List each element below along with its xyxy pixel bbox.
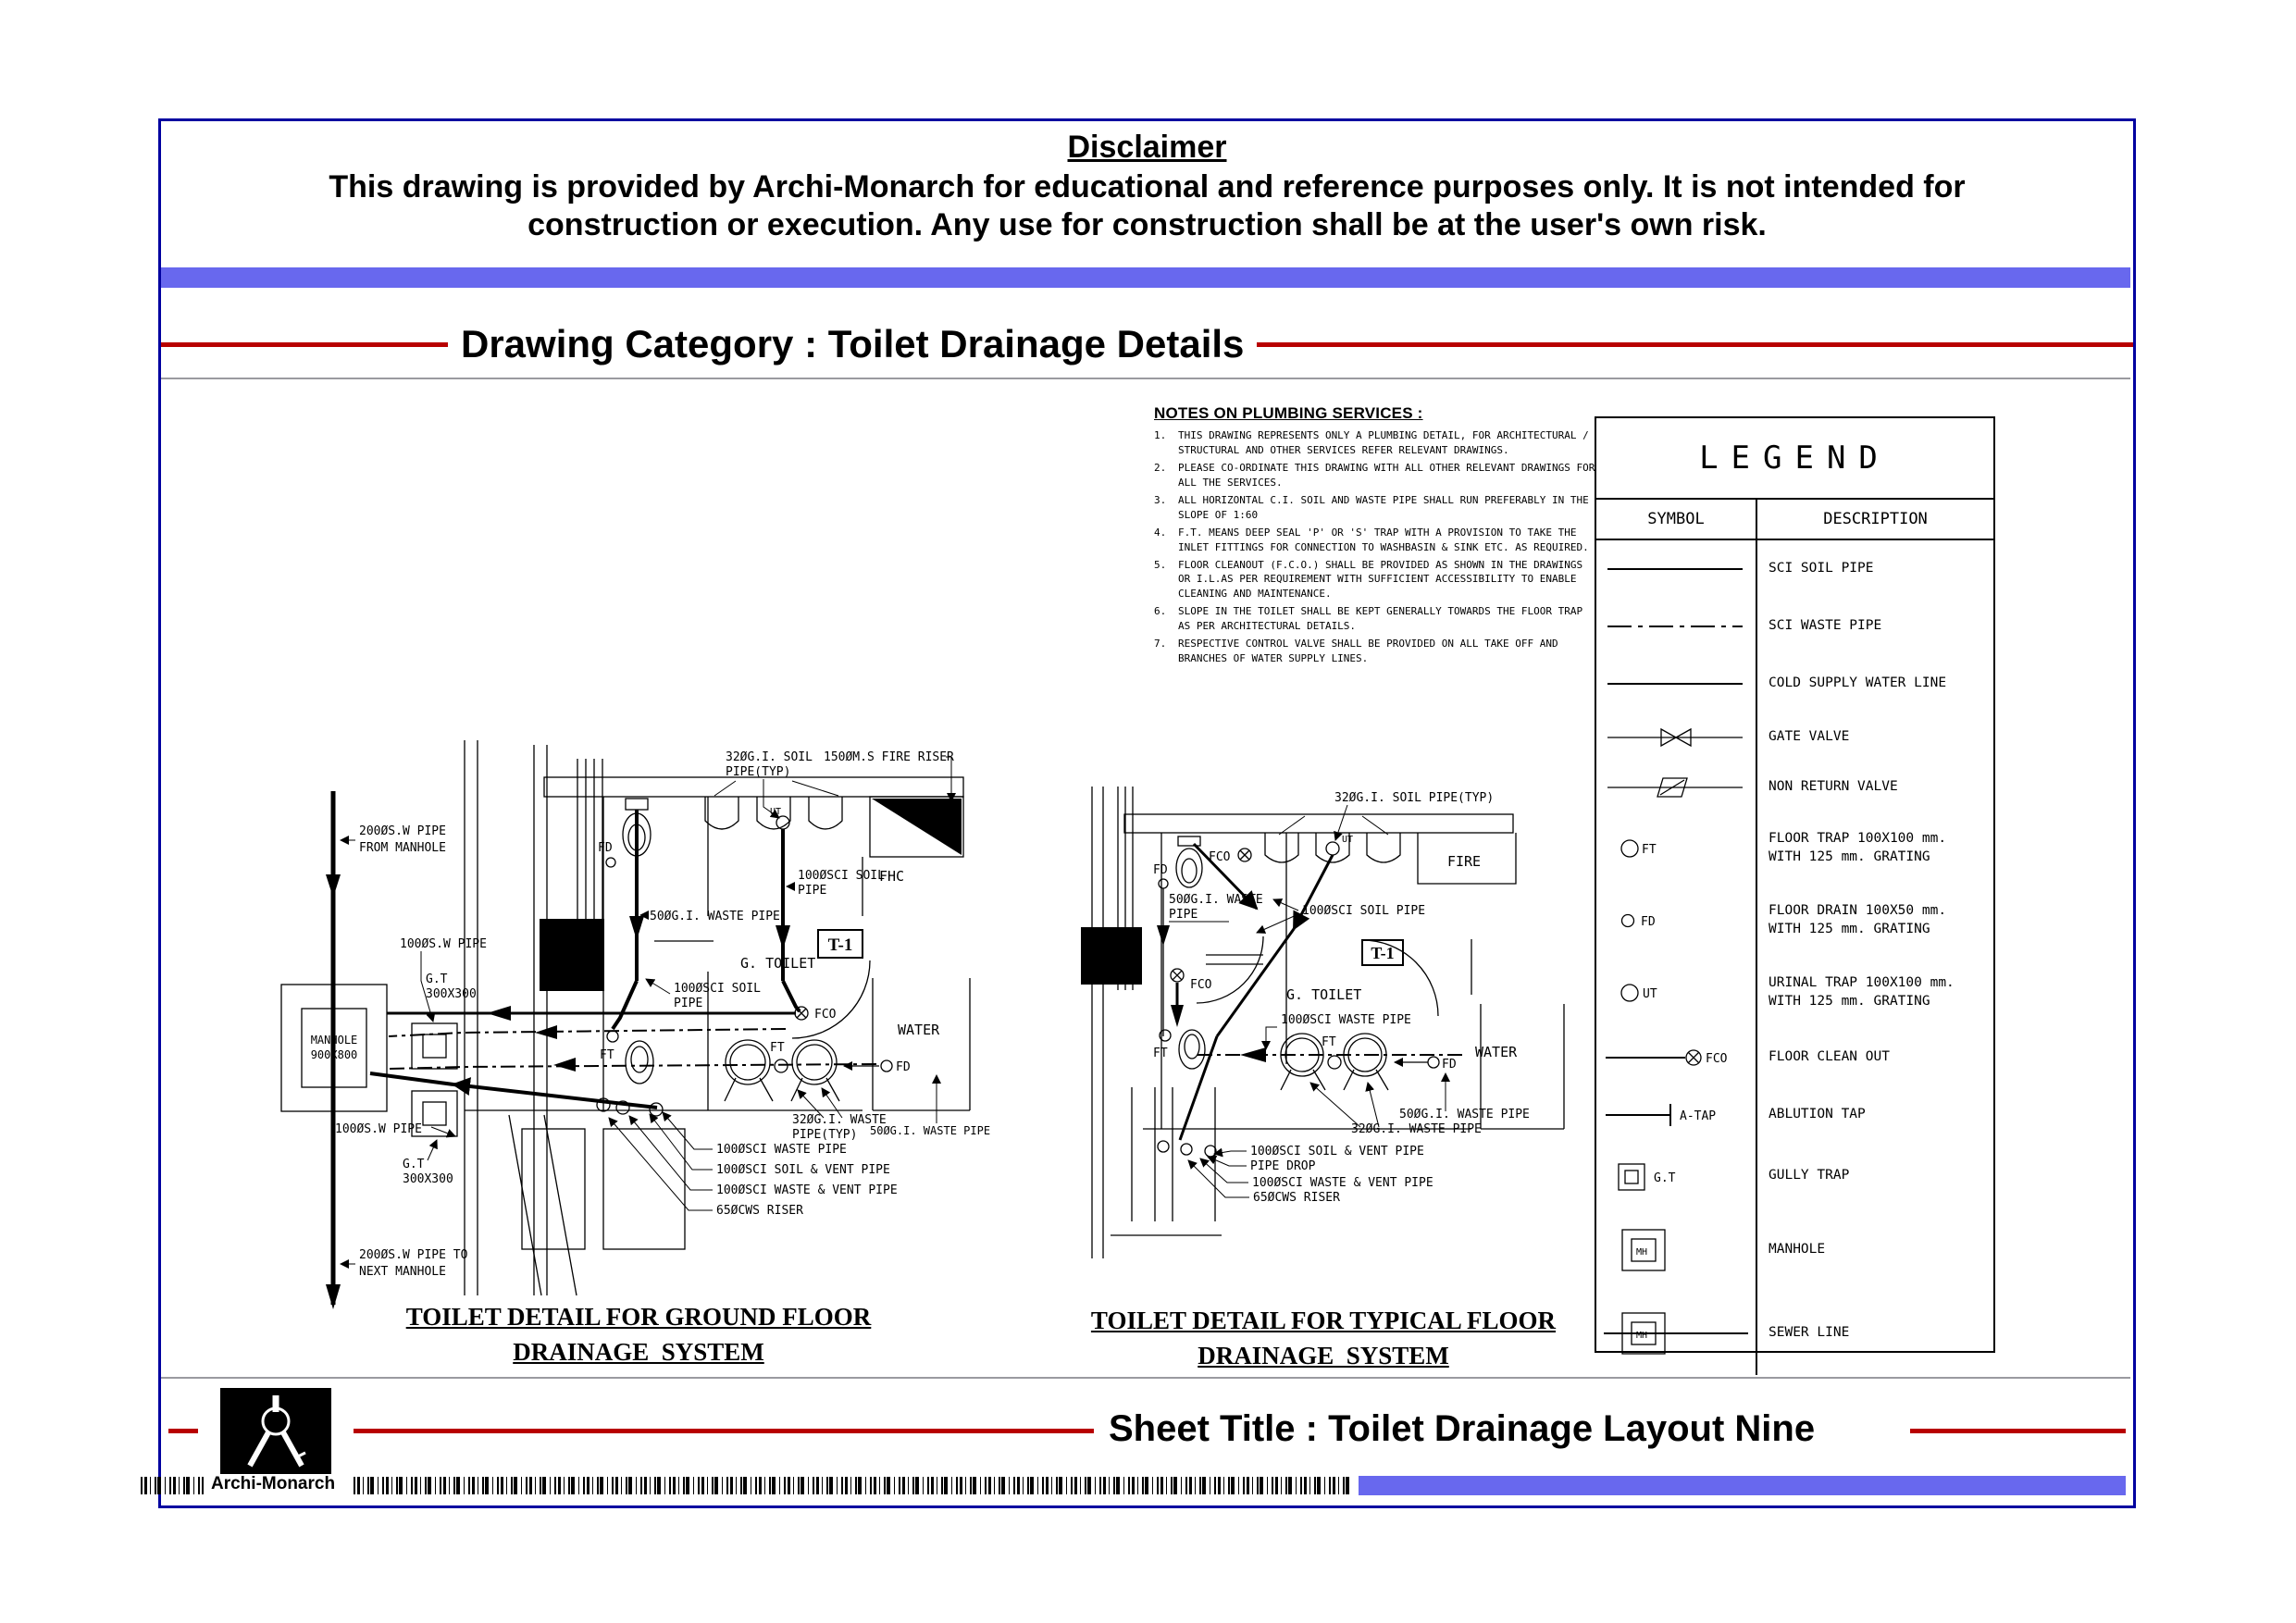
gully-trap-icon [1602,1155,1750,1197]
label-waste50: 50ØG.I. WASTE [1169,893,1263,907]
typical-floor-title-2: DRAINAGE SYSTEM [1198,1342,1449,1369]
label-soil32-2: PIPE(TYP) [726,765,791,779]
label-soil32: 32ØG.I. SOIL [726,750,813,764]
label-ft-mid: FT [770,1041,785,1055]
disclaimer-line1: This drawing is provided by Archi-Monarch for educational and reference purposes only. It is not intended for [329,169,1966,204]
label-water: WATER [1475,1044,1518,1060]
legend-desc: MANHOLE [1769,1242,1826,1258]
plumbing-notes [1154,404,1596,669]
note-item [1154,637,1596,666]
footer-blue-bar [1359,1476,2126,1495]
gully-trap-top [412,1023,457,1069]
note-item [1154,558,1596,602]
ground-floor-title-2: DRAINAGE SYSTEM [513,1338,764,1366]
note-item [1154,604,1596,634]
note-num: 6. [1154,605,1167,618]
legend-desc: GATE VALVE [1769,729,1850,745]
label-ft-mid: FT [1322,1035,1336,1049]
note-num: 3. [1154,493,1167,506]
notes-heading: NOTES ON PLUMBING SERVICES : [1154,404,1423,422]
label-sw100-bottom: 100ØS.W PIPE [335,1122,422,1136]
legend-row [1596,957,1993,1029]
ground-floor-plan [231,703,1018,1351]
label-ut: UT [1342,835,1354,845]
label-fire-riser: 150ØM.S FIRE RISER [824,750,954,764]
label-waste-vent100: 100ØSCI WASTE & VENT PIPE [716,1183,898,1197]
ablution-tap-icon [1602,1096,1750,1134]
legend-table [1595,416,1995,1353]
label-waste32: 32ØG.I. WASTE [792,1113,887,1127]
legend-desc: GULLY TRAP [1769,1168,1850,1183]
column-block [540,919,604,991]
label-sw100-top: 100ØS.W PIPE [400,937,487,951]
drawing-category-row [161,318,2133,370]
symbol-label: UT [1643,987,1657,1001]
label-ut: UT [770,807,782,817]
label-soil32: 32ØG.I. SOIL PIPE(TYP) [1334,791,1495,805]
legend-desc: COLD SUPPLY WATER LINE [1769,675,1947,691]
label-waste50: 50ØG.I. WASTE PIPE [650,910,780,923]
note-text: F.T. MEANS DEEP SEAL 'P' OR 'S' TRAP WITH A PROVISION TO TAKE THE INLET FITTINGS FOR CONNECTION TO WASHBASIN & SINK ETC. AS REQUIRED. [1178,526,1589,553]
label-fco: FCO [814,1008,837,1022]
typical-floor-title-1: TOILET DETAIL FOR TYPICAL FLOOR [1090,1307,1557,1334]
label-cws65: 65ØCWS RISER [1253,1191,1340,1205]
legend-row [1596,540,1993,598]
note-text: ALL HORIZONTAL C.I. SOIL AND WASTE PIPE SHALL RUN PREFERABLY IN THE SLOPE OF 1:60 [1178,493,1589,521]
label-waste100: 100ØSCI WASTE PIPE [716,1143,847,1157]
label-soil100-right: 100ØSCI SOIL [798,869,885,883]
legend-row [1596,1208,1993,1292]
legend-desc: FLOOR TRAP 100X100 mm. WITH 125 mm. GRATING [1769,831,1947,864]
legend-title: LEGEND [1596,418,1993,500]
label-g-toilet: G. TOILET [740,955,816,972]
note-item [1154,461,1596,490]
separator-top [161,378,2130,379]
label-gt-bottom: G.T [403,1158,425,1171]
label-sw-to-manhole: 200ØS.W PIPE TO [359,1248,468,1262]
label-fd-left: FD [1153,863,1168,877]
category-rule-left [161,342,448,347]
legend-row [1596,1292,1993,1375]
legend-row [1596,655,1993,712]
label-fco-top: FCO [1209,850,1231,864]
legend-row [1596,712,1993,762]
symbol-label: MH [1636,1247,1648,1258]
gate-valve-icon [1602,719,1750,756]
label-soil-vent100: 100ØSCI SOIL & VENT PIPE [716,1163,890,1177]
label-fd-right: FD [896,1060,911,1074]
soil-pipe-line-icon [1602,551,1750,588]
note-item [1154,493,1596,523]
note-item [1154,526,1596,555]
note-num: 7. [1154,638,1167,650]
separator-bottom [161,1377,2130,1379]
label-fco-mid: FCO [1190,978,1212,992]
floor-clean-out-icon [1602,1039,1750,1076]
note-text: THIS DRAWING REPRESENTS ONLY A PLUMBING DETAIL, FOR ARCHITECTURAL / STRUCTURAL AND OTHER SERVICES REFER RELEVANT DRAWINGS. [1178,429,1589,456]
label-waste-vent: 100ØSCI WASTE & VENT PIPE [1252,1176,1433,1190]
label-t1: T-1 [827,935,853,955]
label-fire: FIRE [1446,853,1482,870]
label-waste32: 32ØG.I. WASTE PIPE [1351,1122,1482,1136]
legend-desc: SCI WASTE PIPE [1769,618,1882,634]
note-text: RESPECTIVE CONTROL VALVE SHALL BE PROVIDED ON ALL TAKE OFF AND BRANCHES OF WATER SUPPLY LINES. [1178,638,1558,665]
label-sw-to-manhole2: NEXT MANHOLE [359,1265,446,1279]
symbol-label: FT [1642,843,1657,857]
label-fd-top: FD [598,841,613,855]
footer-rule-mid [354,1429,1094,1433]
typical-floor-plan [1074,759,1592,1295]
label-sw-from-manhole: 200ØS.W PIPE [359,824,446,838]
legend-row [1596,598,1993,655]
label-fhc: FHC [879,868,905,885]
floor-trap-icon [1602,830,1750,867]
label-sw-from-manhole2: FROM MANHOLE [359,841,446,855]
legend-desc: FLOOR DRAIN 100X50 mm. WITH 125 mm. GRATING [1769,903,1947,936]
note-text: FLOOR CLEANOUT (F.C.O.) SHALL BE PROVIDED AS SHOWN IN THE DRAWINGS OR I.L.AS PER REQUIREMENT WITH SUFFICIENT ACCESSIBILITY TO ENABLE CLEANING AND MAINTENANCE. [1178,558,1583,601]
symbol-label: A-TAP [1680,1109,1717,1123]
legend-desc: NON RETURN VALVE [1769,779,1898,795]
note-num: 4. [1154,526,1167,539]
brand-logo [220,1388,331,1474]
symbol-label: FD [1641,915,1656,929]
label-water: WATER [898,1022,940,1038]
label-soil100-right2: PIPE [798,884,827,898]
note-num: 5. [1154,558,1167,571]
label-soil100: 100ØSCI SOIL PIPE [1302,904,1426,918]
label-ft-left: FT [600,1048,614,1062]
floor-drain-icon [1602,902,1750,939]
note-item [1154,428,1596,458]
legend-row [1596,762,1993,812]
legend-row [1596,1086,1993,1144]
footer-rule-left [168,1429,198,1433]
legend-row [1596,812,1993,885]
ground-floor-title-1: TOILET DETAIL FOR GROUND FLOOR [405,1303,872,1331]
urinal-trap-icon [1602,974,1750,1011]
column-block [1081,927,1142,985]
label-gt-top-size: 300X300 [426,987,477,1001]
drawing-category-title: Drawing Category : Toilet Drainage Details [461,322,1245,365]
label-t1: T-1 [1371,944,1395,962]
label-waste50-2: PIPE [1169,908,1198,922]
label-gt-bottom-size: 300X300 [403,1172,453,1186]
legend-desc: URINAL TRAP 100X100 mm. WITH 125 mm. GRATING [1769,975,1955,1009]
legend-row [1596,1029,1993,1086]
legend-col-symbol: SYMBOL [1596,500,1757,539]
legend-desc: SCI SOIL PIPE [1769,561,1874,576]
brand-name: Archi-Monarch [207,1474,339,1494]
manhole-size: 900X800 [310,1048,358,1061]
note-text: SLOPE IN THE TOILET SHALL BE KEPT GENERALLY TOWARDS THE FLOOR TRAP AS PER ARCHITECTURAL DETAILS. [1178,605,1583,633]
sheet-title: Sheet Title : Toilet Drainage Layout Nine [1109,1408,1816,1449]
compass-icon [220,1388,331,1474]
disclaimer-title: Disclaimer [1067,130,1227,165]
label-cws65: 65ØCWS RISER [716,1204,803,1218]
legend-desc: SEWER LINE [1769,1325,1850,1341]
legend-desc: ABLUTION TAP [1769,1107,1866,1122]
note-num: 1. [1154,429,1167,441]
non-return-valve-icon [1602,769,1750,806]
note-text: PLEASE CO-ORDINATE THIS DRAWING WITH ALL OTHER RELEVANT DRAWINGS FOR ALL THE SERVICES. [1178,461,1595,489]
legend-row [1596,1144,1993,1208]
legend-desc: FLOOR CLEAN OUT [1769,1049,1890,1065]
label-ft-left: FT [1153,1047,1168,1060]
manhole-icon [1602,1220,1750,1280]
label-fd-right: FD [1442,1058,1457,1072]
label-soil100-mid2: PIPE [674,997,703,1010]
barcode-main [354,1477,1353,1494]
manhole-label: MANHOLE [310,1034,358,1047]
cold-water-line-icon [1602,665,1750,702]
disclaimer-line2: construction or execution. Any use for construction shall be at the user's own risk. [527,207,1767,242]
footer-rule-right [1910,1429,2126,1433]
label-waste32-2: PIPE(TYP) [792,1128,858,1142]
note-num: 2. [1154,461,1167,474]
symbol-label: FCO [1706,1052,1728,1066]
barcode-left [141,1477,204,1494]
symbol-label: MH [1636,1331,1648,1341]
label-waste100: 100ØSCI WASTE PIPE [1281,1013,1411,1027]
legend-row [1596,885,1993,957]
label-waste50-right: 50ØG.I. WASTE PIPE [870,1124,991,1137]
legend-col-description: DESCRIPTION [1823,510,1928,528]
label-pipe-drop: PIPE DROP [1250,1159,1316,1173]
label-soil100-mid: 100ØSCI SOIL [674,982,761,996]
label-soil-vent: 100ØSCI SOIL & VENT PIPE [1250,1145,1424,1158]
label-g-toilet: G. TOILET [1286,986,1362,1003]
header-blue-bar [161,267,2130,288]
label-waste50-right: 50ØG.I. WASTE PIPE [1399,1108,1530,1121]
legend-header [1596,500,1993,540]
label-gt-top: G.T [426,973,448,986]
category-rule-right [1257,342,2133,347]
waste-pipe-dashdot-icon [1602,608,1750,645]
symbol-label: G.T [1654,1171,1676,1185]
